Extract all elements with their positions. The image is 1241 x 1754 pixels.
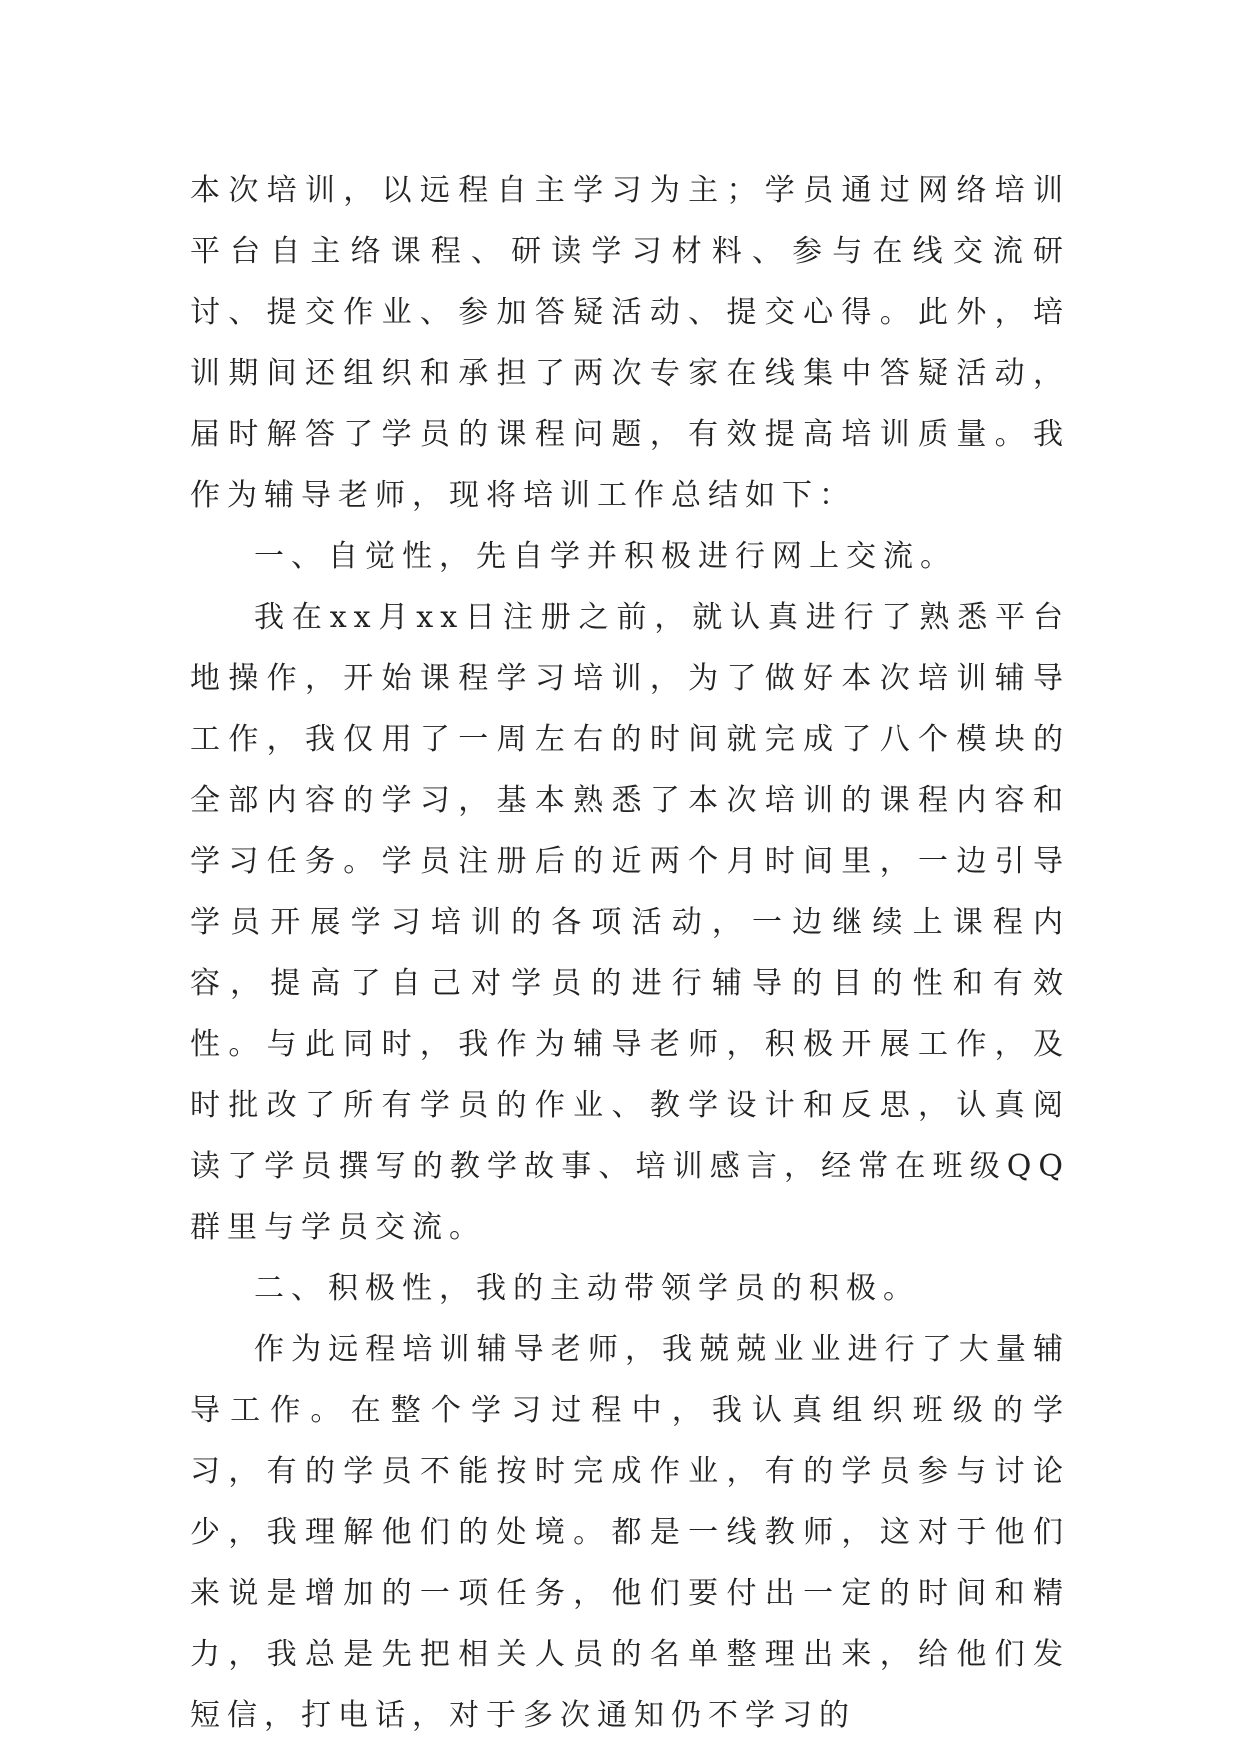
paragraph-intro: 本次培训，以远程自主学习为主；学员通过网络培训平台自主络课程、研读学习材料、参与在线交流研讨、提交作业、参加答疑活动、提交心得。此外，培训期间还组织和承担了两次专家在线集中答疑活动，届时解答了学员的课程问题，有效提高培训质量。我作为辅导老师，现将培训工作总结如下： xyxy=(190,173,1070,513)
heading-section-1: 一、自觉性，先自学并积极进行网上交流。 xyxy=(254,539,957,574)
document-body xyxy=(190,160,1070,1746)
paragraph-section-1: 我在xx月xx日注册之前，就认真进行了熟悉平台地操作，开始课程学习培训，为了做好本次培训辅导工作，我仅用了一周左右的时间就完成了八个模块的全部内容的学习，基本熟悉了本次培训的课程内容和学习任务。学员注册后的近两个月时间里，一边引导学员开展学习培训的各项活动，一边继续上课程内容，提高了自己对学员的进行辅导的目的性和有效性。与此同时，我作为辅导老师，积极开展工作，及时批改了所有学员的作业、教学设计和反思，认真阅读了学员撰写的教学故事、培训感言，经常在班级QQ群里与学员交流。 xyxy=(190,600,1070,1245)
paragraph-section-2: 作为远程培训辅导老师，我兢兢业业进行了大量辅导工作。在整个学习过程中，我认真组织班级的学习，有的学员不能按时完成作业，有的学员参与讨论少，我理解他们的处境。都是一线教师，这对于他们来说是增加的一项任务，他们要付出一定的时间和精力，我总是先把相关人员的名单整理出来，给他们发短信，打电话，对于多次通知仍不学习的 xyxy=(190,1332,1070,1733)
heading-section-2: 二、积极性，我的主动带领学员的积极。 xyxy=(254,1271,920,1306)
